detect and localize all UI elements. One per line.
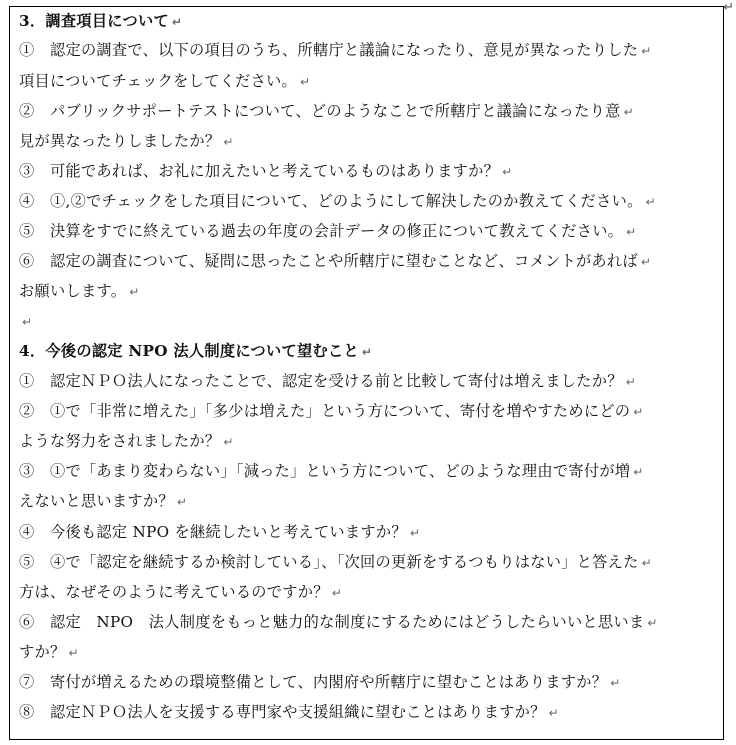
text-line [19,491,187,512]
line-text: ⑤ ④で「認定を継続するか検討している」、「次回の更新をするつもりはない」と答えた [19,553,639,571]
line-text: 3．調査項目について [19,12,169,30]
text-line [19,552,652,573]
document-frame [9,6,724,740]
blank-line [19,311,32,332]
line-text: お願いします。 [19,282,127,300]
paragraph-mark-icon: ↵ [623,105,634,119]
text-line [19,371,636,392]
text-line [19,40,652,61]
outer-paragraph-mark-icon: ↵ [723,0,734,15]
paragraph-mark-icon: ↵ [361,345,373,359]
text-line [19,101,634,122]
text-line [19,642,79,663]
paragraph-mark-icon: ↵ [68,646,79,660]
line-text: ④ 今後も認定 NPO を継続したいと考えていますか？ [19,523,407,541]
line-text: ような努力をされましたか？ [19,432,221,450]
line-text: ⑦ 寄付が増えるための環境整備として、内閣府や所轄庁に望むことはありますか？ [19,673,608,691]
text-line [19,131,234,152]
text-line [19,161,512,182]
paragraph-mark-icon: ↵ [633,405,644,419]
line-text: ⑥ 認定の調査について、疑問に思ったことや所轄庁に望むことなど、コメントがあれば [19,252,638,270]
line-text: 項目についてチェックをしてください。 [19,72,298,90]
paragraph-mark-icon: ↵ [502,165,513,179]
text-line [19,281,140,302]
text-line [19,401,644,422]
paragraph-mark-icon: ↵ [223,435,234,449]
text-line [19,672,621,693]
text-line [19,251,651,272]
text-line [19,612,658,633]
paragraph-mark-icon: ↵ [223,135,234,149]
line-text: 見が異なったりしましたか？ [19,132,221,150]
line-text: ⑤ 決算をすでに終えている過去の年度の会計データの修正について教えてください。 [19,222,624,240]
paragraph-mark-icon: ↵ [645,195,656,209]
line-text: ① 認定の調査で、以下の項目のうち、所轄庁と議論になったり、意見が異なったりした [19,41,639,59]
paragraph-mark-icon: ↵ [641,556,652,570]
text-line [19,71,310,92]
paragraph-mark-icon: ↵ [176,495,188,509]
text-line [19,431,234,452]
text-line [19,221,637,242]
line-text: ④ ①,②でチェックをした項目について、どのようにして解決したのか教えてください。 [19,192,643,210]
line-text: えないと思いますか？ [19,492,174,510]
line-text: ② ①で「非常に増えた」「多少は増えた」という方について、寄付を増やすためにどの [19,402,631,420]
text-line [19,191,656,212]
paragraph-mark-icon: ↵ [626,225,637,239]
paragraph-mark-icon: ↵ [171,15,183,29]
paragraph-mark-icon: ↵ [647,616,658,630]
paragraph-mark-icon: ↵ [331,586,343,600]
paragraph-mark-icon: ↵ [129,285,140,299]
line-text: ① 認定ＮＰＯ法人になったことで、認定を受ける前と比較して寄付は増えましたか？ [19,372,623,390]
line-text: ⑧ 認定ＮＰＯ法人を支援する専門家や支援組織に望むことはありますか？ [19,703,546,721]
paragraph-mark-icon: ↵ [640,255,652,269]
line-text: ③ 可能であれば、お礼に加えたいと考えているものはありますか？ [19,162,500,180]
paragraph-mark-icon: ↵ [548,706,559,720]
line-text: 方は、なぜそのように考えているのですか？ [19,583,329,601]
text-line [19,702,559,723]
paragraph-mark-icon: ↵ [633,465,644,479]
line-text: すか？ [19,643,66,661]
paragraph-mark-icon: ↵ [610,676,621,690]
paragraph-mark-icon: ↵ [641,44,652,58]
paragraph-mark-icon: ↵ [300,75,311,89]
line-text: ② パブリックサポートテストについて、どのようなことで所轄庁と議論になったり意 [19,102,621,120]
text-line [19,522,420,543]
text-line [19,461,644,482]
section-heading [19,11,182,32]
paragraph-mark-icon: ↵ [625,375,637,389]
line-text: 4．今後の認定 NPO 法人制度について望むこと [19,342,359,360]
line-text: ⑥ 認定 NPO 法人制度をもっと魅力的な制度にするためにはどうしたらいいと思いま [19,613,645,631]
section-heading [19,341,372,362]
text-line [19,582,342,603]
line-text: ③ ①で「あまり変わらない」「減った」という方について、どのような理由で寄付が増 [19,462,631,480]
paragraph-mark-icon: ↵ [409,526,421,540]
paragraph-mark-icon: ↵ [22,315,33,329]
